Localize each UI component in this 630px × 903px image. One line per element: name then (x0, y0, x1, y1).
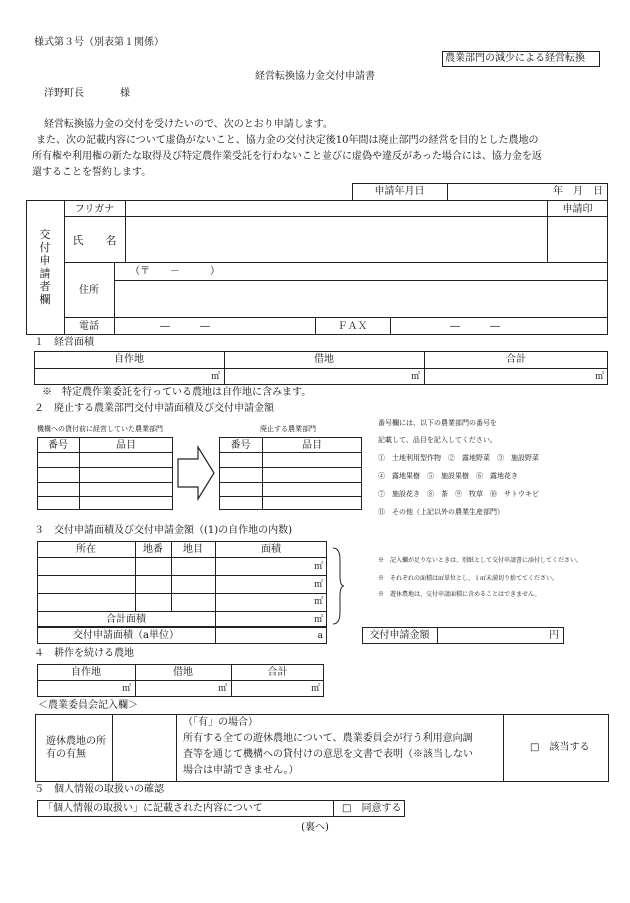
s2-note-4: ⑦ 施設花き ⑧ 茶 ⑨ 牧草 ⑩ サトウキビ (378, 490, 539, 498)
fax-value[interactable]: ― ― (450, 321, 500, 332)
s3-apply-area-label: 交付申請面積（a単位） (73, 630, 179, 641)
fax-label: ＦＡＸ (337, 321, 368, 332)
furigana-label: フリガナ (74, 204, 115, 215)
s4-header-lease: 借地 (173, 667, 193, 678)
s5-checkbox[interactable]: □ 同意する (342, 803, 402, 814)
s3-apply-area-unit[interactable]: a (317, 631, 323, 641)
s2-note-3: ④ 露地果樹 ⑤ 施設果樹 ⑥ 露地花き (378, 472, 518, 480)
committee-row-label: 遊休農地の所有の有無 (46, 736, 106, 760)
s4-header-own: 自作地 (71, 667, 101, 678)
committee-text-1: （「有」の場合） (183, 717, 258, 728)
s3-row3-unit[interactable]: ㎡ (313, 597, 323, 607)
s1-header-total: 合計 (506, 354, 526, 365)
section1-title: １ 経営面積 (34, 337, 94, 348)
s2-left-col-item: 品目 (116, 440, 136, 451)
seal-label: 申請印 (562, 204, 593, 215)
s2-note-2: ① 土地利用型作物 ② 露地野菜 ③ 施設野菜 (378, 454, 539, 462)
section2-title: ２ 廃止する農業部門交付申請面積及び交付申請金額 (34, 403, 274, 414)
s3-note-1: ※ それぞれの面積は㎡単位とし、１㎡未満切り捨ててください。 (378, 575, 559, 582)
s3-total-unit[interactable]: ㎡ (313, 615, 323, 625)
s2-left-caption: 機構への貸付前に経営していた農業部門 (37, 425, 163, 433)
applicant-side-label: 交付申請者欄 (39, 228, 51, 306)
form-number: 様式第３号（別表第１関係） (34, 37, 164, 48)
intro-line-1: 経営転換協力金の交付を受けたいので、次のとおり申請します。 (44, 119, 333, 130)
s4-unit-own[interactable]: ㎡ (121, 684, 131, 694)
phone-label: 電話 (79, 321, 99, 332)
section3-title: ３ 交付申請面積及び交付申請金額（(1)の自作地の内数) (34, 525, 293, 536)
s4-header-total: 合計 (267, 667, 288, 678)
committee-title: ＜農業委員会記入欄＞ (38, 700, 138, 711)
intro-line-3: 所有権や利用権の新たな取得及び特定農作業受託を行わないこと並びに虚偽や違反があった場合には、協力金を返 (32, 151, 542, 162)
phone-value[interactable]: ― ― (160, 321, 210, 332)
postal-code[interactable]: （〒 － ） (130, 266, 220, 277)
s3-header-lot: 地番 (143, 544, 163, 555)
s3-header-category: 地目 (183, 544, 203, 555)
s3-row1-unit[interactable]: ㎡ (313, 562, 323, 572)
section4-title: ４ 耕作を続ける農地 (34, 648, 134, 659)
date-value[interactable]: 年 月 日 (553, 186, 603, 197)
s1-unit-total[interactable]: ㎡ (594, 372, 604, 382)
addressee: 洋野町長 (44, 88, 84, 99)
s1-unit-lease[interactable]: ㎡ (410, 372, 420, 382)
s1-header-own: 自作地 (114, 354, 144, 365)
committee-text-3: 査等を通じて機構への貸付けの意思を文書で表明（※該当しない (183, 749, 473, 760)
intro-line-4: 還することを誓約します。 (32, 167, 152, 178)
s4-unit-lease[interactable]: ㎡ (217, 684, 227, 694)
s3-note-2: ※ 遊休農地は、交付申請面積に含めることはできません。 (378, 591, 541, 598)
page-title: 経営転換協力金交付申請書 (255, 71, 375, 82)
date-label: 申請年月日 (374, 186, 425, 197)
committee-text-4: 場合は申請できません。） (183, 765, 299, 776)
s2-right-col-number: 番号 (230, 440, 251, 451)
s4-unit-total[interactable]: ㎡ (310, 684, 320, 694)
s2-right-caption: 廃止する農業部門 (260, 425, 316, 433)
s1-unit-own[interactable]: ㎡ (210, 372, 220, 382)
section5-title: ５ 個人情報の取扱いの確認 (34, 784, 164, 795)
s2-right-col-item: 品目 (302, 440, 322, 451)
s3-note-0: ※ 記入欄が足りないときは、別紙として交付申請書に添付してください。 (378, 557, 583, 564)
s3-row2-unit[interactable]: ㎡ (313, 580, 323, 590)
s3-header-area: 面積 (261, 544, 281, 555)
s5-label: 「個人情報の取扱い」に記載された内容について (43, 803, 263, 814)
honorific: 様 (120, 88, 130, 99)
category-box: 農業部門の減少による経営転換 (442, 51, 600, 67)
right-brace-icon (331, 546, 345, 626)
s2-note-5: ⑪ その他（上記以外の農業生産部門） (378, 508, 504, 516)
footer-continue: (裏へ) (301, 822, 329, 833)
committee-text-2: 所有する全ての遊休農地について、農業委員会が行う利用意向調 (183, 733, 473, 744)
s2-note-1: 記載して、品目を記入してください。 (378, 436, 497, 444)
s3-apply-amount-label: 交付申請金額 (369, 630, 430, 641)
intro-line-2: また、次の記載内容について虚偽がないこと、協力金の交付決定後10年間は廃止部門の経営を目的とした農地の (36, 135, 539, 146)
section1-note: ※ 特定農作業委託を行っている農地は自作地に含みます。 (42, 387, 312, 398)
s3-header-location: 所在 (76, 544, 96, 555)
s2-left-col-number: 番号 (48, 440, 68, 451)
s3-total-label: 合計面積 (106, 614, 146, 625)
name-label: 氏 名 (72, 234, 117, 247)
committee-checkbox[interactable]: □ 該当する (530, 742, 590, 753)
s2-note-0: 番号欄には、以下の農業部門の番号を (378, 419, 497, 427)
s1-header-lease: 借地 (314, 354, 334, 365)
address-label: 住所 (79, 285, 99, 296)
s3-apply-amount-unit[interactable]: 円 (549, 630, 559, 641)
right-arrow-icon (176, 445, 216, 501)
